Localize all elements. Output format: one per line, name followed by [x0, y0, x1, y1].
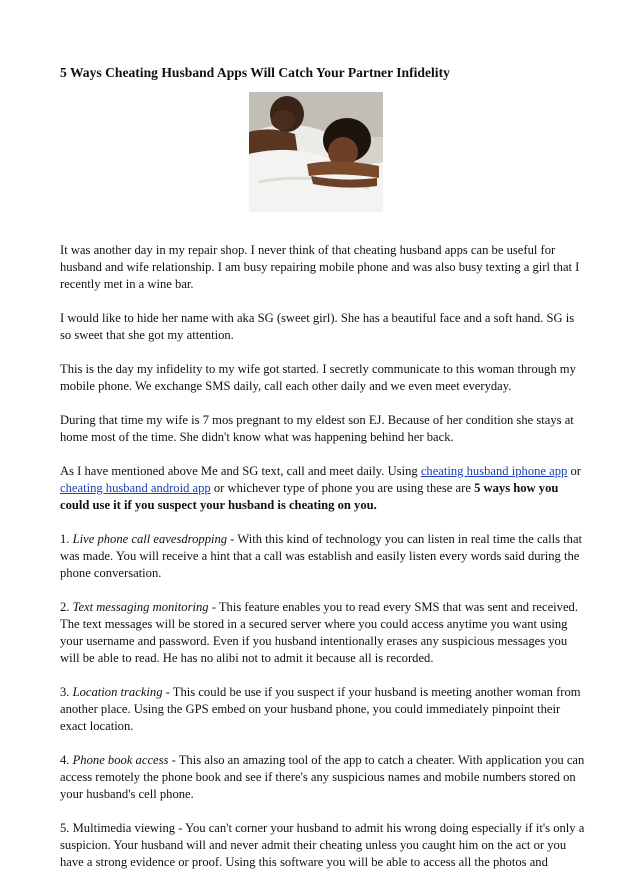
android-app-link[interactable]: cheating husband android app	[60, 481, 211, 495]
way-heading: Location tracking	[72, 685, 163, 699]
way-number: 5.	[60, 821, 70, 835]
way-text: - This also an amazing tool of the app to catch a cheater. With application you can access remotely the phone book and see if there's any suspicious names and mobile numbers stored on your husband's cell phone.	[60, 753, 585, 801]
apps-text-middle: or whichever type of phone you are using these are	[210, 481, 475, 495]
article	[60, 64, 585, 888]
couple-in-bed-photo	[249, 92, 383, 212]
apps-text-bold: 5 ways how you could use it if you suspect your husband is cheating on you.	[60, 481, 559, 512]
way-item-3	[60, 684, 585, 735]
paragraph-wife-pregnant: During that time my wife is 7 mos pregnant to my eldest son EJ. Because of her condition she stays at home most of the time. She didn't know what was happening behind her back.	[60, 413, 574, 444]
apps-text-or: or	[567, 464, 581, 478]
way-text: Multimedia viewing - You can't corner your husband to admit his wrong doing especially if it's only a suspicion. Your husband will and never admit their cheating unless you caught him on the act or you have a strong evidence or proof. Using this software you will be able to access all the photos and	[60, 821, 585, 869]
way-text: - This feature enables you to read every SMS that was sent and received. The text messages will be stored in a secured server where you could access anytime you want using your username and password. Even if you husband intentionally erases any suspicious messages you will be able to read. He has no alibi not to admit it because all is recorded.	[60, 600, 579, 665]
paragraph-sg: I would like to hide her name with aka SG (sweet girl). She has a beautiful face and a soft hand. SG is so sweet that she got my attention.	[60, 311, 575, 342]
article-title: 5 Ways Cheating Husband Apps Will Catch Your Partner Infidelity	[60, 65, 450, 80]
paragraph-intro: It was another day in my repair shop. I never think of that cheating husband apps can be useful for husband and wife relationship. I am busy repairing mobile phone and was also busy texting a girl that I recently met in a wine bar.	[60, 243, 580, 291]
way-number: 1.	[60, 532, 70, 546]
way-heading: Phone book access	[72, 753, 169, 767]
way-item-2	[60, 599, 585, 667]
way-heading: Text messaging monitoring	[72, 600, 209, 614]
way-item-1	[60, 531, 585, 582]
way-number: 2.	[60, 600, 70, 614]
way-heading: Live phone call eavesdropping	[72, 532, 228, 546]
paragraph-infidelity: This is the day my infidelity to my wife got started. I secretly communicate to this woman through my mobile phone. We exchange SMS daily, call each other daily and we even meet everyday.	[60, 362, 576, 393]
photo-container	[60, 92, 585, 212]
apps-text-before: As I have mentioned above Me and SG text, call and meet daily. Using	[60, 464, 421, 478]
way-text: - With this kind of technology you can listen in real time the calls that was made. You will receive a hint that a call was establish and easily listen every words said during the phone conversation.	[60, 532, 583, 580]
iphone-app-link[interactable]: cheating husband iphone app	[420, 464, 568, 478]
way-item-5	[60, 820, 585, 871]
way-item-4	[60, 752, 585, 803]
way-number: 3.	[60, 685, 70, 699]
way-number: 4.	[60, 753, 70, 767]
paragraph-apps	[60, 463, 585, 514]
way-text: - This could be use if you suspect if your husband is meeting another woman from another place. Using the GPS embed on your husband phone, you could immediately pinpoint their exact location.	[60, 685, 581, 733]
